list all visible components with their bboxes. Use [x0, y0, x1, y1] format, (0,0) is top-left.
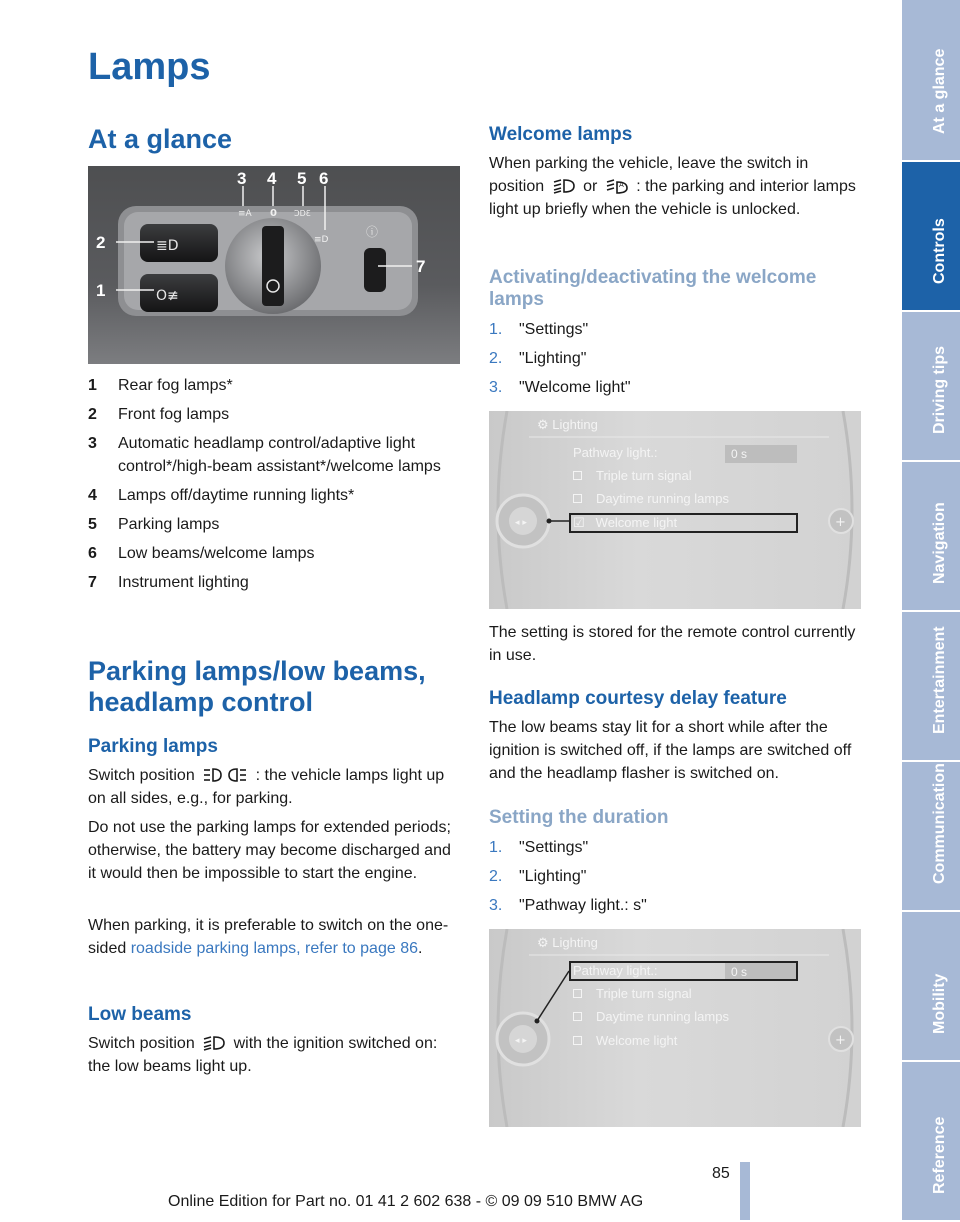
legend-item: [88, 374, 468, 397]
roadside-prefix: When parking, it is preferable to switch on the one-sided: [88, 917, 449, 957]
tab-label: Driving tips: [931, 345, 948, 434]
legend-number: 4: [88, 487, 97, 504]
parking-lamps-battery-note: Do not use the parking lamps for extended periods; otherwise, the battery may become discharged and it would then be impossible to start the engine.: [88, 819, 451, 882]
checkbox-icon: [573, 471, 582, 480]
parking-lamps-switch-text: [88, 764, 462, 810]
page-number: 85: [712, 1165, 730, 1182]
low-beams-prefix: Switch position: [88, 1035, 195, 1052]
checkbox-icon: [573, 494, 582, 503]
legend-text: Front fog lamps: [118, 406, 230, 423]
tab-label: Mobility: [931, 973, 948, 1034]
tab-label: Controls: [931, 218, 948, 284]
parking-switch-prefix: Switch position: [88, 767, 195, 784]
pathway-light-label[interactable]: Pathway light.:: [573, 963, 658, 978]
list-item: [489, 347, 829, 370]
legend-number: 7: [88, 574, 97, 591]
screen-header-label: Lighting: [552, 417, 598, 432]
callout-2: 2: [96, 233, 106, 252]
option-label: Daytime running lamps: [596, 1009, 729, 1024]
option-label: Triple turn signal: [596, 986, 692, 1001]
automatic-headlamp-icon: [606, 178, 628, 194]
parking-lamps-icon: [203, 767, 247, 783]
activating-heading: Activating/deactivating the welcome lamps: [489, 267, 817, 310]
callout-7: 7: [416, 257, 426, 276]
step-text: "Pathway light.: s": [519, 897, 647, 914]
light-switch-figure: [88, 166, 460, 364]
option-label: Triple turn signal: [596, 468, 692, 483]
courtesy-heading: Headlamp courtesy delay feature: [489, 688, 787, 709]
gear-icon: ⚙: [537, 417, 549, 432]
list-item: [489, 318, 829, 341]
legend-number: 3: [88, 435, 97, 452]
low-beams-suffix: with the ignition switched on: the low beams light up.: [88, 1035, 438, 1075]
svg-text:0: 0: [270, 208, 277, 219]
tab-communication[interactable]: [902, 762, 960, 912]
page-title: Lamps: [88, 46, 211, 88]
pathway-light-value[interactable]: 0 s: [725, 445, 797, 463]
page-number-bar: [740, 1162, 750, 1220]
legend-number: 5: [88, 516, 97, 533]
option-welcome-light[interactable]: [573, 1033, 677, 1048]
step-number: 2.: [489, 350, 503, 367]
list-item: [489, 894, 829, 917]
tab-entertainment[interactable]: [902, 612, 960, 762]
svg-text:◂ ▸: ◂ ▸: [515, 1036, 527, 1046]
legend-number: 2: [88, 406, 97, 423]
tab-label: At a glance: [931, 48, 948, 134]
light-switch-illustration: [88, 166, 460, 364]
option-label: Daytime running lamps: [596, 491, 729, 506]
legend-item: [88, 542, 468, 565]
roadside-parking-link[interactable]: roadside parking lamps, refer to page 86: [130, 940, 418, 957]
legend-text: Rear fog lamps*: [118, 377, 233, 394]
svg-text:≡D: ≡D: [314, 235, 329, 245]
chapter-tabs: [902, 0, 960, 1222]
section-heading-parking: Parking lamps/low beams, headlamp control: [88, 656, 426, 717]
tab-driving-tips[interactable]: [902, 312, 960, 462]
screen-header-label: Lighting: [552, 935, 598, 950]
tab-label: Reference: [931, 1116, 948, 1194]
idrive-screen-pathway-light: [489, 929, 861, 1127]
stored-note: The setting is stored for the remote control currently in use.: [489, 624, 856, 664]
parking-lamps-roadside-text: [88, 914, 462, 960]
legend-item: [88, 403, 468, 426]
idrive-screen-welcome-light: [489, 411, 861, 609]
step-number: 1.: [489, 321, 503, 338]
step-number: 3.: [489, 897, 503, 914]
step-text: "Welcome light": [519, 379, 631, 396]
gear-icon: ⚙: [537, 935, 549, 950]
svg-text:ƆDƐ: ƆDƐ: [294, 209, 311, 218]
list-item: [489, 376, 829, 399]
tab-controls[interactable]: [902, 162, 960, 312]
roadside-suffix: .: [417, 940, 423, 957]
screen-header: [537, 935, 598, 951]
tab-reference[interactable]: [902, 1062, 960, 1222]
footer-text: Online Edition for Part no. 01 41 2 602 638 - © 09 09 510 BMW AG: [168, 1193, 644, 1210]
legend-number: 1: [88, 377, 97, 394]
option-daytime-running-lamps[interactable]: [573, 1009, 729, 1024]
tab-label: Navigation: [931, 502, 948, 584]
option-label: Welcome light: [595, 515, 678, 530]
section-heading-at-a-glance: At a glance: [88, 124, 233, 154]
low-beams-text: [88, 1032, 462, 1078]
idrive-screen-frame: [489, 929, 861, 1127]
legend-number: 6: [88, 545, 97, 562]
callout-4: 4: [267, 169, 277, 188]
tab-mobility[interactable]: [902, 912, 960, 1062]
svg-text:≡A: ≡A: [238, 209, 252, 219]
parking-lamps-heading: Parking lamps: [88, 736, 218, 757]
screen-header: [537, 417, 598, 433]
callout-3: 3: [237, 169, 247, 188]
option-label: Welcome light: [596, 1033, 678, 1048]
legend-item: [88, 571, 468, 594]
svg-text:A: A: [618, 181, 624, 189]
low-beam-icon: [553, 178, 575, 194]
checkbox-icon: [573, 989, 582, 998]
step-text: "Lighting": [519, 350, 587, 367]
selection-highlight: [569, 961, 798, 981]
tab-label: Communication: [931, 763, 948, 884]
pathway-light-label[interactable]: Pathway light.:: [573, 445, 658, 460]
checkbox-icon: [573, 1012, 582, 1021]
duration-steps: [489, 836, 829, 923]
list-item: [489, 865, 829, 888]
tab-label: Entertainment: [931, 626, 948, 734]
legend-item: [88, 513, 468, 536]
svg-text:+: +: [835, 515, 846, 530]
legend-text: Low beams/welcome lamps: [118, 545, 315, 562]
selection-highlight: [569, 513, 798, 533]
callout-5: 5: [297, 169, 307, 188]
legend-text: Parking lamps: [118, 516, 220, 533]
svg-text:O≢: O≢: [156, 288, 179, 304]
legend-item: [88, 432, 468, 478]
tab-at-a-glance[interactable]: [902, 0, 960, 162]
option-triple-turn-signal[interactable]: [573, 468, 692, 483]
svg-text:≣D: ≣D: [156, 238, 179, 254]
welcome-lamps-heading: Welcome lamps: [489, 124, 633, 145]
step-number: 2.: [489, 868, 503, 885]
tab-navigation[interactable]: [902, 462, 960, 612]
courtesy-text: The low beams stay lit for a short while after the ignition is switched off, if the lamps are switched off and the headlamp flasher is switched on.: [489, 719, 852, 782]
legend-text: Lamps off/daytime running lights*: [118, 487, 355, 504]
legend-text: Automatic headlamp control/adaptive light control*/high-beam assistant*/welcome lamps: [118, 435, 441, 475]
legend-text: Instrument lighting: [118, 574, 249, 591]
welcome-lamps-text: [489, 152, 863, 221]
checked-checkbox-icon: ☑: [573, 515, 585, 530]
step-text: "Settings": [519, 321, 589, 338]
callout-6: 6: [319, 169, 329, 188]
welcome-prefix: When parking the vehicle, leave the switch in position: [489, 155, 809, 195]
activating-steps: [489, 318, 829, 405]
callout-1: 1: [96, 281, 106, 300]
legend-item: [88, 484, 468, 507]
svg-text:+: +: [835, 1033, 846, 1048]
step-number: 3.: [489, 379, 503, 396]
duration-heading: Setting the duration: [489, 807, 669, 828]
low-beam-icon: [203, 1035, 225, 1051]
svg-text:ⓘ: ⓘ: [366, 225, 379, 239]
checkbox-icon: [573, 1036, 582, 1045]
step-text: "Settings": [519, 839, 589, 856]
pathway-light-value[interactable]: 0 s: [725, 963, 797, 981]
welcome-suffix: : the parking and interior lamps light up briefly when the vehicle is unlocked.: [489, 178, 856, 218]
option-triple-turn-signal[interactable]: [573, 986, 692, 1001]
option-daytime-running-lamps[interactable]: [573, 491, 729, 506]
welcome-or: or: [583, 178, 598, 195]
low-beams-heading: Low beams: [88, 1004, 192, 1025]
svg-text:◂ ▸: ◂ ▸: [515, 518, 527, 528]
figure-legend: [88, 374, 468, 600]
step-text: "Lighting": [519, 868, 587, 885]
idrive-screen-frame: [489, 411, 861, 609]
step-number: 1.: [489, 839, 503, 856]
list-item: [489, 836, 829, 859]
parking-switch-suffix: : the vehicle lamps light up on all sides, e.g., for parking.: [88, 767, 445, 807]
